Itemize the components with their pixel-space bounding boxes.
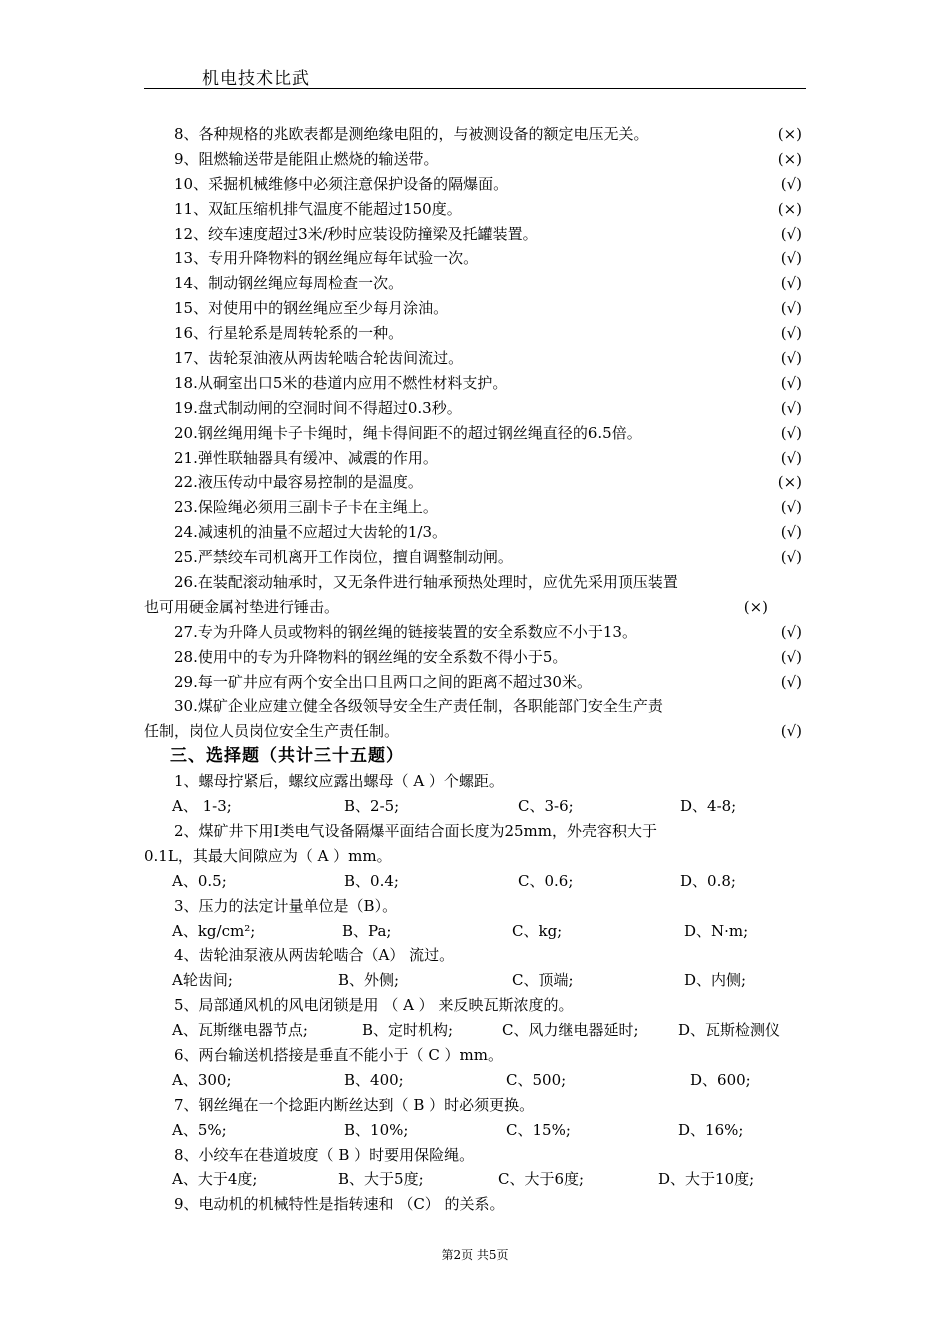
judgement-item: [144, 371, 808, 396]
judgement-text: 16、行星轮系是周转轮系的一种。: [174, 324, 404, 343]
judgement-text: 14、制动钢丝绳应每周检查一次。: [174, 274, 404, 293]
judgement-text: 27.专为升降人员或物料的钢丝绳的链接装置的安全系数应不小于13。: [174, 622, 637, 641]
judgement-mark: (√): [780, 448, 802, 467]
option: A、大于4度;: [172, 1170, 258, 1189]
judgement-text: 15、对使用中的钢丝绳应至少每月涂油。: [174, 299, 449, 318]
judgement-mark: (×): [777, 199, 802, 218]
option: A、0.5;: [172, 871, 227, 890]
section-title: 三、选择题（共计三十五题）: [170, 746, 404, 767]
question-text: 9、电动机的机械特性是指转速和 （C） 的关系。: [174, 1195, 505, 1214]
judgement-item: [144, 670, 808, 695]
judgement-mark: (√): [780, 398, 802, 417]
judgement-mark: (√): [780, 249, 802, 268]
option: B、外侧;: [338, 971, 400, 990]
judgement-text: 20.钢丝绳用绳卡子卡绳时，绳卡得间距不的超过钢丝绳直径的6.5倍。: [174, 423, 642, 442]
option: A、 1-3;: [172, 797, 232, 816]
judgement-item: [144, 545, 808, 570]
judgement-mark: (√): [780, 349, 802, 368]
option: A轮齿间;: [172, 971, 233, 990]
page-number: 第2页 共5页: [441, 1248, 509, 1262]
option: B、10%;: [344, 1120, 409, 1139]
option: B、400;: [344, 1070, 404, 1089]
judgement-text: 也可用硬金属衬垫进行锤击。: [144, 597, 340, 616]
option: D、内侧;: [684, 971, 747, 990]
judgement-item: [144, 321, 808, 346]
judgement-mark: (×): [777, 125, 802, 143]
judgement-item: [144, 271, 808, 296]
question-text: 2、煤矿井下用Ⅰ类电气设备隔爆平面结合面长度为25mm，外壳容积大于: [174, 821, 658, 840]
judgement-mark: (√): [780, 274, 802, 293]
option: D、大于10度;: [658, 1170, 755, 1189]
judgement-mark: (√): [780, 622, 802, 641]
judgement-mark: (×): [777, 149, 802, 168]
option: D、0.8;: [680, 871, 736, 890]
judgement-text: 21.弹性联轴器具有缓冲、减震的作用。: [174, 448, 438, 467]
judgement-mark: (√): [780, 548, 802, 567]
option: C、500;: [506, 1070, 567, 1089]
question-text: 7、钢丝绳在一个捻距内断丝达到（ B ）时必须更换。: [174, 1095, 535, 1114]
option: B、Pa;: [342, 921, 392, 940]
judgement-item-line2: [144, 595, 808, 620]
judgement-item: [144, 197, 808, 222]
judgement-item: [144, 520, 808, 545]
question-text: 8、小绞车在巷道坡度（ B ）时要用保险绳。: [174, 1145, 475, 1164]
judgement-mark: (√): [780, 423, 802, 442]
judgement-text: 23.保险绳必须用三副卡子卡在主绳上。: [174, 498, 438, 517]
option: B、定时机构;: [362, 1021, 454, 1040]
judgement-mark: (√): [780, 672, 802, 691]
option: B、0.4;: [344, 871, 399, 890]
judgement-text: 28.使用中的专为升降物料的钢丝绳的安全系数不得小于5。: [174, 647, 568, 666]
judgement-mark: (√): [780, 174, 802, 193]
option: B、大于5度;: [338, 1170, 424, 1189]
judgement-item: [144, 396, 808, 421]
judgement-mark: (√): [780, 373, 802, 392]
judgement-item: [144, 222, 808, 247]
judgement-mark: (√): [780, 498, 802, 517]
option: A、5%;: [172, 1120, 227, 1139]
option: C、kg;: [512, 921, 563, 940]
option: A、300;: [172, 1070, 232, 1089]
judgement-item: [144, 421, 808, 446]
option: C、风力继电器延时;: [502, 1021, 639, 1040]
option: C、3-6;: [518, 797, 574, 816]
judgement-mark: (×): [777, 473, 802, 492]
judgement-text: 26.在装配滚动轴承时，又无条件进行轴承预热处理时，应优先采用顶压装置: [174, 573, 678, 592]
judgement-text: 30.煤矿企业应建立健全各级领导安全生产责任制，各职能部门安全生产责: [174, 697, 663, 716]
header-title: 机电技术比武: [202, 69, 310, 89]
judgement-mark: (√): [780, 324, 802, 343]
option: C、大于6度;: [498, 1170, 585, 1189]
options-row: [144, 1167, 808, 1192]
judgement-mark: (√): [780, 722, 802, 741]
judgement-mark: (√): [780, 647, 802, 666]
question-text: 0.1L，其最大间隙应为（ A ）mm。: [144, 846, 392, 865]
options-row: [144, 869, 808, 894]
judgement-text: 24.减速机的油量不应超过大齿轮的1/3。: [174, 523, 447, 542]
options-row: [144, 794, 808, 819]
question-text: 4、齿轮油泵液从两齿轮啮合（A） 流过。: [174, 946, 455, 965]
judgement-text: 18.从硐室出口5米的巷道内应用不燃性材料支护。: [174, 373, 508, 392]
judgement-text: 13、专用升降物料的钢丝绳应每年试验一次。: [174, 249, 479, 268]
judgement-text: 任制，岗位人员岗位安全生产责任制。: [144, 722, 400, 741]
judgement-text: 12、绞车速度超过3米/秒时应装设防撞梁及托罐装置。: [174, 224, 538, 243]
judgement-item: [144, 495, 808, 520]
option: D、N·m;: [684, 921, 749, 940]
judgement-item: [144, 147, 808, 172]
options-row: [144, 1068, 808, 1093]
option: C、顶端;: [512, 971, 574, 990]
judgement-text: 11、双缸压缩机排气温度不能超过150度。: [174, 199, 462, 218]
option: B、2-5;: [344, 797, 400, 816]
option: A、瓦斯继电器节点;: [172, 1021, 308, 1040]
option: C、0.6;: [518, 871, 574, 890]
judgement-item: [144, 122, 808, 147]
document-body: [144, 122, 808, 1217]
judgement-item: [144, 470, 808, 495]
option: A、kg/cm²;: [172, 921, 256, 940]
judgement-item-line1: [144, 570, 808, 595]
judgement-mark: (×): [743, 597, 768, 616]
option: D、600;: [690, 1070, 751, 1089]
option: D、4-8;: [680, 797, 737, 816]
judgement-text: 10、采掘机械维修中必须注意保护设备的隔爆面。: [174, 174, 509, 193]
judgement-item-line1: [144, 694, 808, 719]
judgement-item-line2: [144, 719, 808, 744]
judgement-mark: (√): [780, 224, 802, 243]
question-text: 5、局部通风机的风电闭锁是用 （ A ） 来反映瓦斯浓度的。: [174, 996, 574, 1015]
judgement-text: 19.盘式制动闸的空洞时间不得超过0.3秒。: [174, 398, 462, 417]
judgement-item: [144, 346, 808, 371]
options-row: [144, 968, 808, 993]
options-row: [144, 919, 808, 944]
question-text: 6、两台输送机搭接是垂直不能小于（ C ）mm。: [174, 1045, 504, 1064]
judgement-text: 17、齿轮泵油液从两齿轮啮合轮齿间流过。: [174, 349, 464, 368]
judgement-item: [144, 172, 808, 197]
judgement-text: 9、阻燃输送带是能阻止燃烧的输送带。: [174, 149, 439, 168]
judgement-text: 22.液压传动中最容易控制的是温度。: [174, 473, 423, 492]
options-row: [144, 1118, 808, 1143]
judgement-text: 29.每一矿井应有两个安全出口且两口之间的距离不超过30米。: [174, 672, 592, 691]
judgement-item: [144, 296, 808, 321]
judgement-item: [144, 620, 808, 645]
question-text: 1、螺母拧紧后，螺纹应露出螺母（ A ）个螺距。: [174, 772, 504, 791]
judgement-item: [144, 645, 808, 670]
judgement-item: [144, 446, 808, 471]
header-rule: [144, 88, 806, 89]
option: D、瓦斯检测仪: [678, 1021, 781, 1040]
judgement-text: 8、各种规格的兆欧表都是测绝缘电阻的，与被测设备的额定电压无关。: [174, 125, 649, 143]
judgement-item: [144, 246, 808, 271]
options-row: [144, 1018, 808, 1043]
judgement-mark: (√): [780, 299, 802, 318]
judgement-text: 25.严禁绞车司机离开工作岗位，擅自调整制动闸。: [174, 548, 513, 567]
question-text: 3、压力的法定计量单位是（B）。: [174, 896, 398, 915]
option: D、16%;: [678, 1120, 744, 1139]
option: C、15%;: [506, 1120, 571, 1139]
judgement-mark: (√): [780, 523, 802, 542]
